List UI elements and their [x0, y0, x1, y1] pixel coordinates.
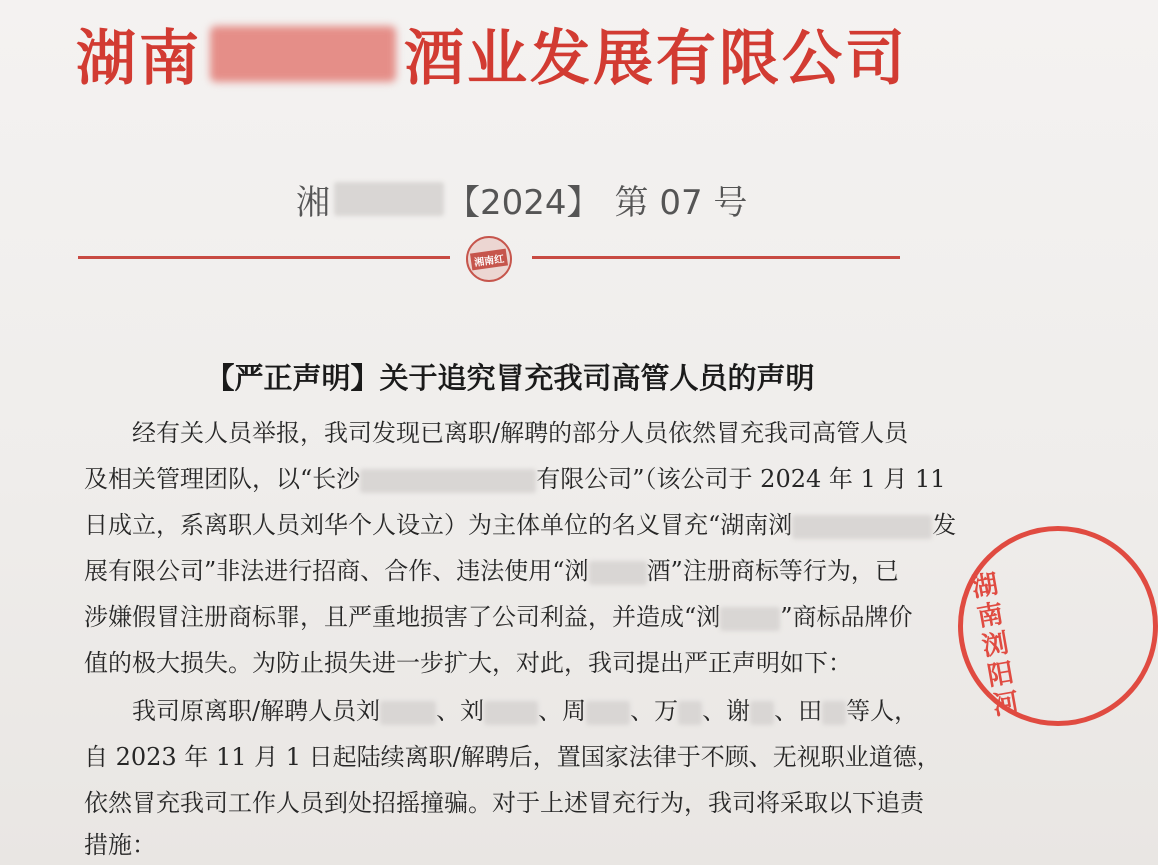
paragraph-2-line-4: 措施：	[84, 831, 156, 859]
redacted-name	[750, 701, 774, 725]
redacted-text	[589, 561, 647, 585]
paragraph-1-line-5: 涉嫌假冒注册商标罪，且严重地损害了公司利益，并造成“浏 ”商标品牌价	[84, 603, 913, 631]
company-name-prefix: 湖南	[76, 24, 202, 94]
paragraph-1-line-1: 经有关人员举报，我司发现已离职/解聘的部分人员依然冒充我司高管人员	[132, 419, 909, 447]
company-logo	[466, 236, 512, 282]
statement-heading: 【严正声明】关于追究冒充我司高管人员的声明	[205, 361, 815, 395]
doc-year: 【2024】	[446, 182, 601, 223]
doc-prefix: 湘	[296, 182, 330, 223]
company-seal	[958, 526, 1158, 726]
seal-text: 湖南浏阳河	[965, 569, 1021, 723]
logo-text: 湘南红	[470, 248, 508, 270]
company-title	[76, 14, 908, 94]
paragraph-2-line-3: 依然冒充我司工作人员到处招摇撞骗。对于上述冒充行为，我司将采取以下追责	[84, 789, 924, 817]
header-rule-right	[532, 256, 900, 259]
redacted-company-name	[210, 26, 396, 82]
redacted-name	[484, 701, 538, 725]
document-number	[296, 176, 747, 222]
doc-number: 第 07 号	[614, 182, 748, 223]
redacted-text	[792, 515, 932, 539]
redacted-name	[822, 701, 846, 725]
redacted-text	[360, 469, 536, 493]
redacted-text	[720, 607, 780, 631]
company-name-suffix: 酒业发展有限公司	[404, 24, 908, 94]
redacted-name	[678, 701, 702, 725]
redacted-name	[380, 701, 436, 725]
header-rule-left	[78, 256, 450, 259]
paragraph-1-line-3: 日成立，系离职人员刘华个人设立）为主体单位的名义冒充“湖南浏 发	[84, 511, 957, 539]
paragraph-2-line-1: 我司原离职/解聘人员刘 、刘 、周 、万 、谢 、田 等人，	[132, 697, 919, 725]
document-header	[0, 0, 1011, 300]
paragraph-2-line-2: 自 2023 年 11 月 1 日起陆续离职/解聘后，置国家法律于不顾、无视职业道德，	[84, 743, 941, 771]
redacted-doc-code	[334, 182, 444, 216]
paragraph-1-line-4: 展有限公司”非法进行招商、合作、违法使用“浏 酒”注册商标等行为，已	[84, 557, 899, 585]
redacted-name	[586, 701, 630, 725]
paragraph-1-line-6: 值的极大损失。为防止损失进一步扩大，对此，我司提出严正声明如下：	[84, 649, 852, 677]
paragraph-1-line-2: 及相关管理团队，以“长沙 有限公司”（该公司于 2024 年 1 月 11	[84, 465, 946, 493]
